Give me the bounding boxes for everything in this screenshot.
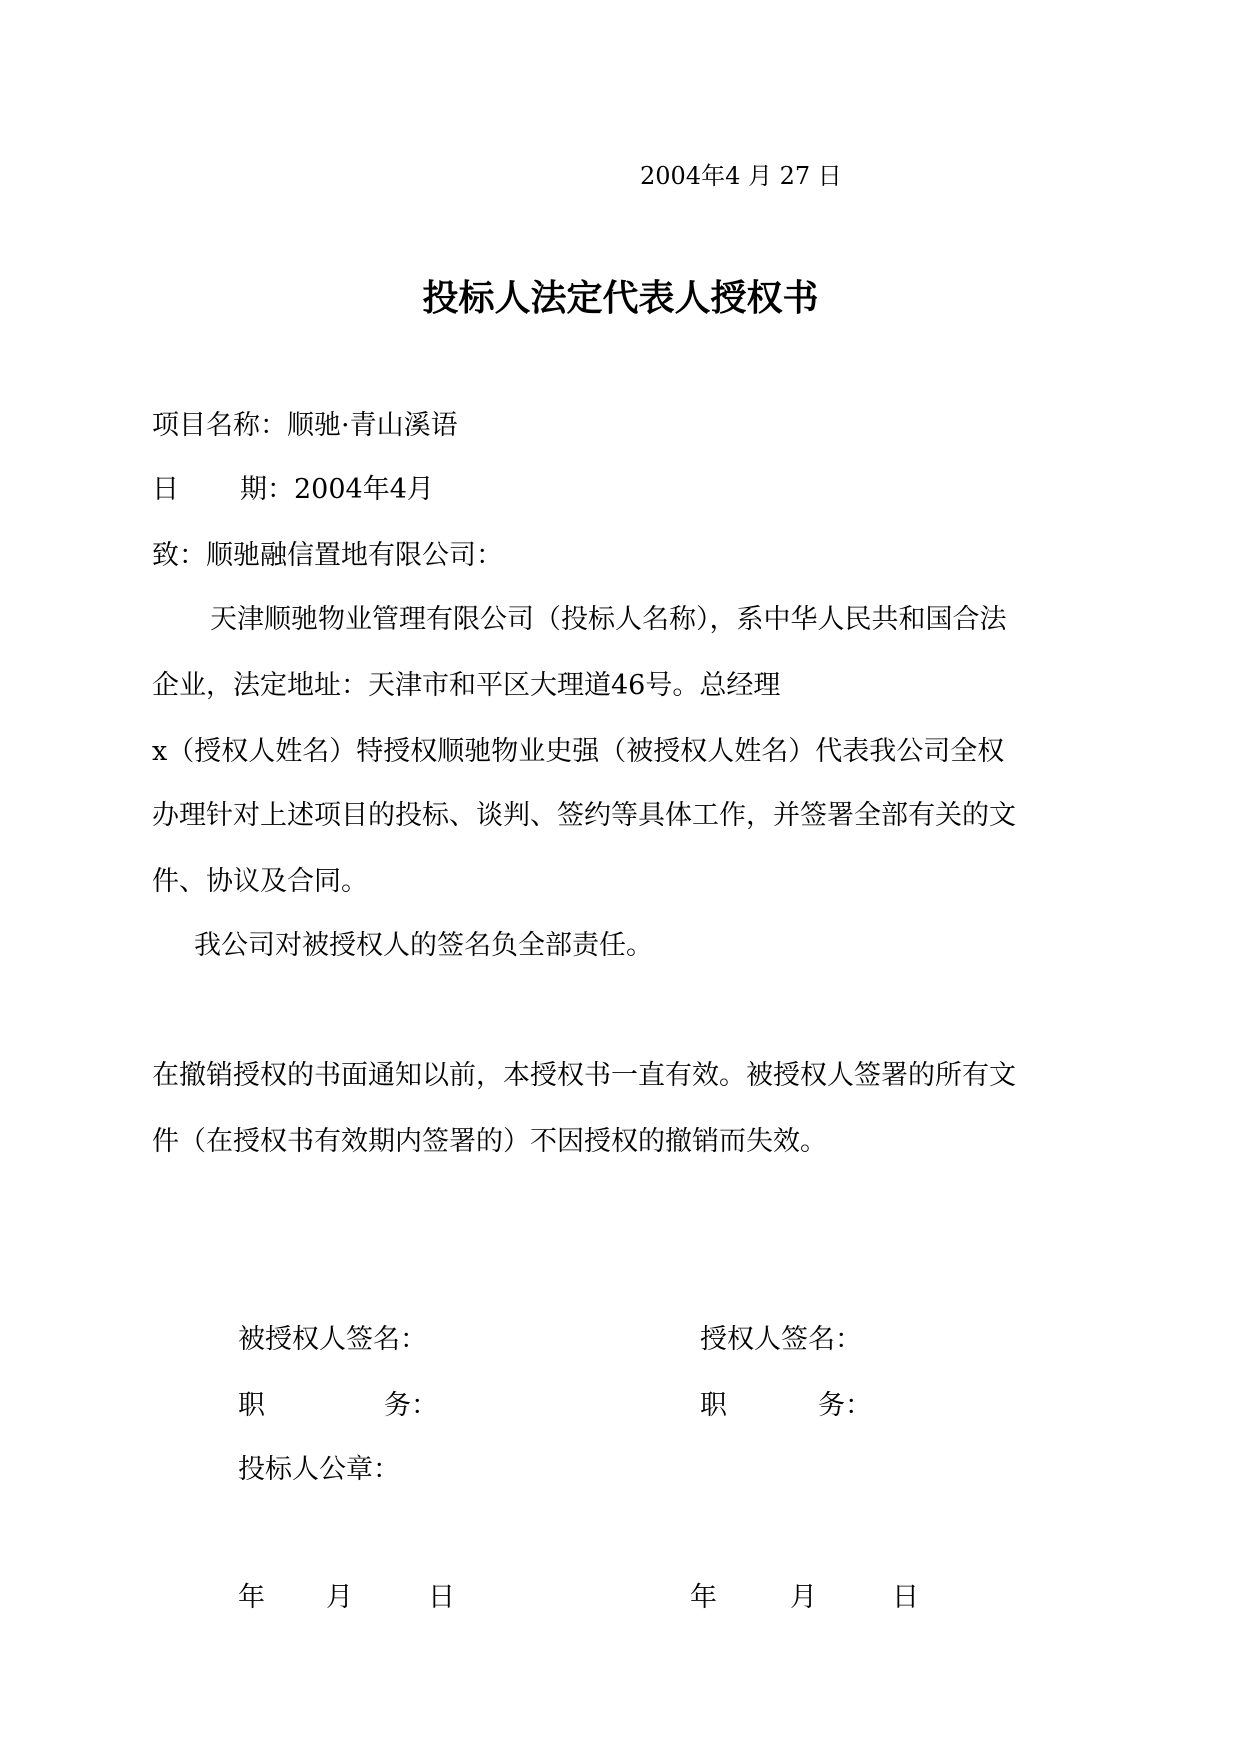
project-name-label: 项目名称： [152,410,287,441]
left-date-line [238,1580,455,1616]
paragraph-3-line-2: 件（在授权书有效期内签署的）不因授权的撤销而失效。 [152,1126,827,1157]
project-name-line [152,408,458,444]
left-day-label: 日 [428,1582,455,1613]
right-month-label: 月 [790,1582,817,1613]
date-value: 2004年4月 [294,474,434,505]
paragraph-1-line-1: 天津顺驰物业管理有限公司（投标人名称），系中华人民共和国合法 [210,604,1007,635]
right-date-line [690,1580,919,1616]
job-label-left-b: 务： [384,1390,438,1421]
date-label-first: 日 [152,474,179,505]
header-date: 2004年4 月 27 日 [640,162,842,190]
left-month-label: 月 [326,1582,353,1613]
job-label-left-a: 职 [238,1390,265,1421]
paragraph-3-line-1: 在撤销授权的书面通知以前，本授权书一直有效。被授权人签署的所有文 [152,1060,1016,1091]
date-label-second: 期： [240,474,294,505]
recipient-line: 致：顺驰融信置地有限公司： [152,540,503,571]
document-title: 投标人法定代表人授权书 [422,277,819,319]
authorizer-signature-label: 授权人签名： [700,1324,862,1355]
paragraph-1-line-5: 件、协议及合同。 [152,866,368,897]
paragraph-1-line-4: 办理针对上述项目的投标、谈判、签约等具体工作，并签署全部有关的文 [152,800,1016,831]
authorizer-job-label [700,1388,872,1424]
left-year-label: 年 [238,1582,265,1613]
job-label-right-b: 务： [818,1390,872,1421]
authorized-person-signature-label: 被授权人签名： [238,1324,427,1355]
project-name-value: 顺驰·青山溪语 [287,410,458,441]
paragraph-2: 我公司对被授权人的签名负全部责任。 [194,930,653,961]
authorized-person-job-label [238,1388,438,1424]
job-label-right-a: 职 [700,1390,727,1421]
right-year-label: 年 [690,1582,717,1613]
paragraph-1-line-2: 企业，法定地址：天津市和平区大理道46号。总经理 [152,670,781,701]
right-day-label: 日 [892,1582,919,1613]
bidder-seal-label: 投标人公章： [238,1454,400,1485]
date-line [152,472,434,508]
paragraph-1-line-3: x（授权人姓名）特授权顺驰物业史强（被授权人姓名）代表我公司全权 [152,736,1005,767]
